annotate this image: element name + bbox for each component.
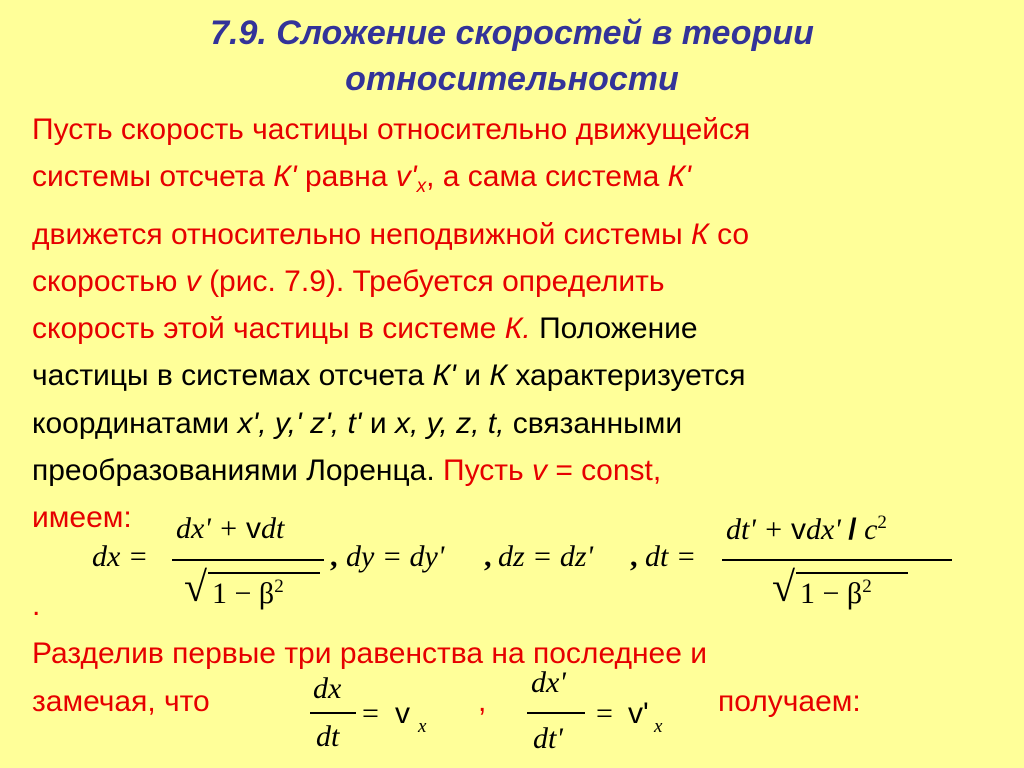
paragraph-line-7: координатами x', y,' z', t' и x, y, z, t, связанными [32, 406, 683, 440]
paragraph-line-9: имеем: [32, 501, 132, 535]
title-line-1: 7.9. Сложение скоростей в теории [210, 14, 814, 52]
dx-numerator: dx' + vdt [176, 512, 285, 545]
dz-equation: dz = dz' [498, 540, 594, 573]
velocity-formula-vx: dx dt = v x [0, 0, 1024, 768]
dt-numerator: $dt' + vdx' / c^2$ [726, 512, 887, 546]
dt-lhs: dt = [645, 540, 697, 573]
dy-equation: dy = dy' [346, 540, 445, 573]
sqrt-sign: √ [184, 565, 208, 611]
paragraph-line-6: частицы в системах отсчета К' и К характеризуется [32, 359, 746, 393]
paragraph-line-3: движется относительно неподвижной системы К со [32, 217, 750, 251]
conclusion-comma: , [478, 685, 487, 718]
paragraph-line-1: Пусть скорость частицы относительно движущейся [32, 113, 751, 146]
velocity-formula-vx-prime: dx' dt' = v' x [0, 0, 1024, 768]
velocity-v-prime: v' [395, 160, 417, 194]
dx-denominator: $1 - \beta^2$ [212, 576, 284, 610]
conclusion-line-1: Разделив первые три равенства на последнее и [32, 637, 707, 670]
vx-prime-fraction-bar [527, 712, 585, 714]
trailing-dot: . [32, 589, 41, 622]
lorentz-transform-formula: dx = dx' + vdt √ $1 - \beta^2$ , dy = dy' , dz = dz' , dt = $dt' + vdx' / c^2$ √ $1 - \beta^2$ [0, 0, 1024, 768]
paragraph-line-4: скоростью v (рис. 7.9). Требуется определить [32, 264, 665, 298]
conclusion-line-2: замечая, что [32, 685, 210, 718]
paragraph-line-8: преобразованиями Лоренца. Пусть v = const, [32, 454, 662, 488]
dt-denominator: $1 - \beta^2$ [800, 576, 872, 610]
sqrt-sign: √ [772, 565, 796, 611]
dx-lhs: dx = [92, 540, 149, 573]
title-line-2: относительности [345, 60, 679, 98]
frame-k-prime: К' [273, 160, 297, 194]
paragraph-line-5: скорость этой частицы в системе К. Положение [32, 312, 698, 346]
conclusion-end: получаем: [718, 685, 861, 718]
paragraph-line-2: системы отсчета К' равна $v'_x$, а сама система К' [32, 160, 692, 198]
